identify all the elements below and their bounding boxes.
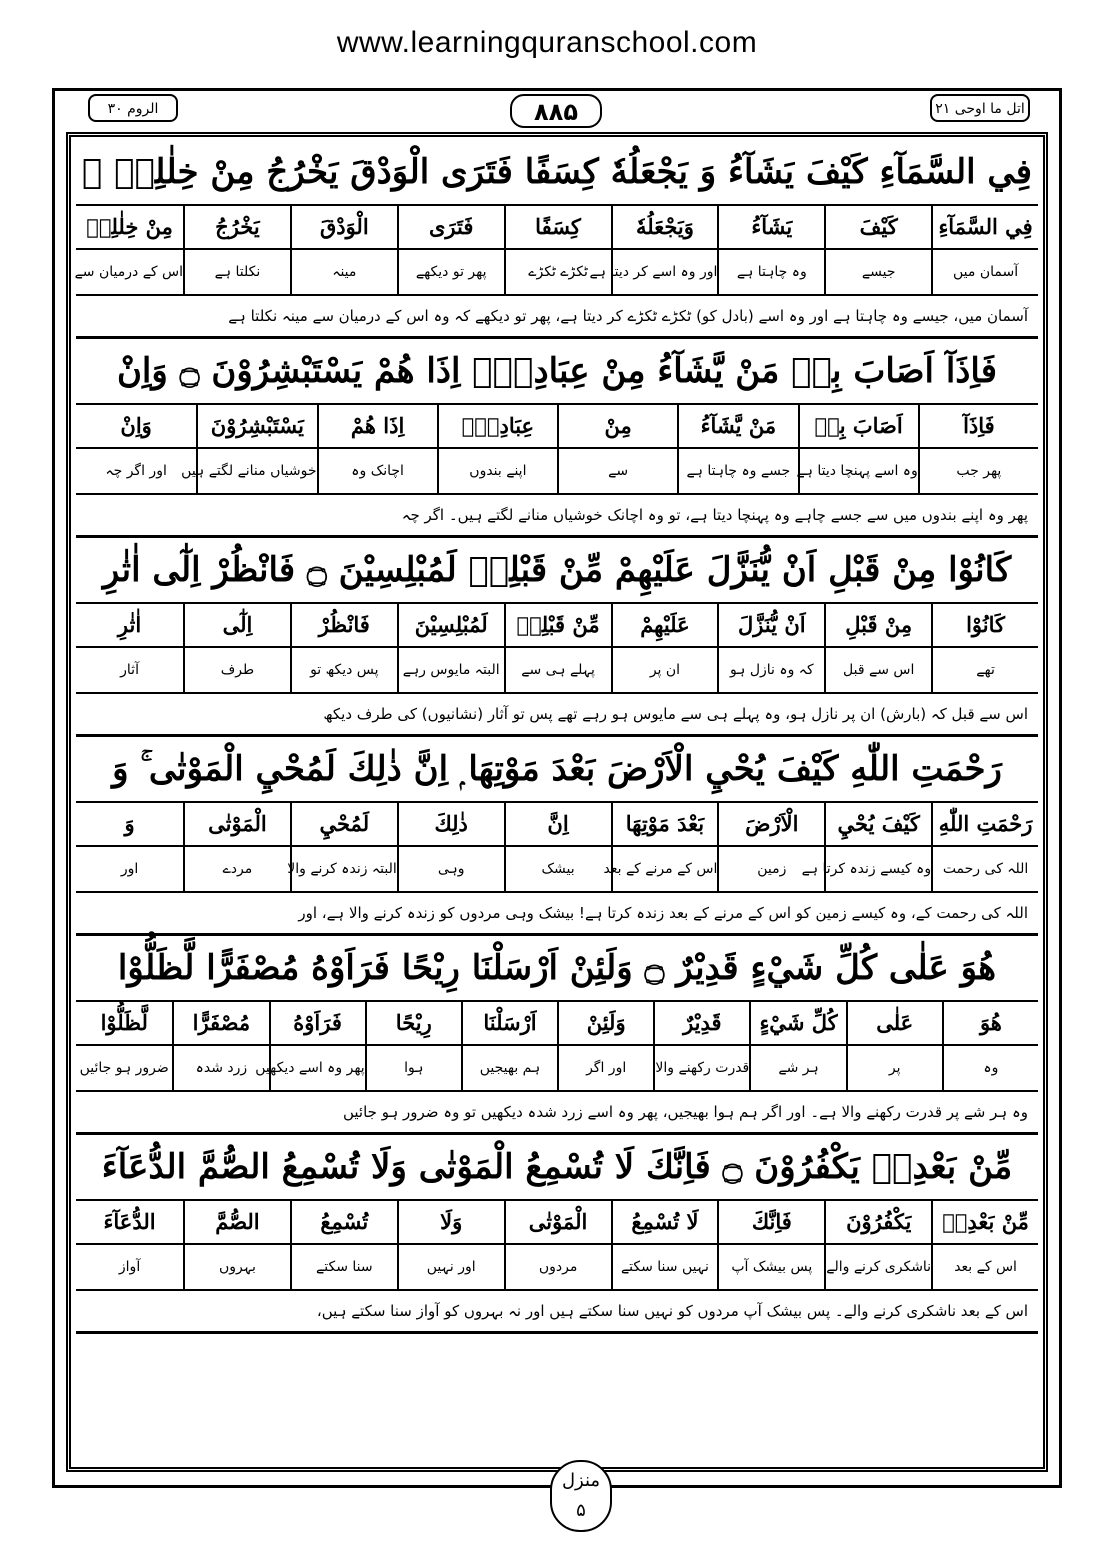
word-arabic: عِبَادِهٖٓ [437,405,557,447]
word-meaning: وہ [942,1046,1038,1090]
urdu-translation: اس کے بعد ناشکری کرنے والے۔ پس بیشک آپ مردوں کو نہیں سنا سکتے ہیں اور نہ بہروں کو آواز سنا سکتے ہیں، [76,1291,1038,1334]
word-arabic: اِنَّ [504,803,611,845]
word-row-arabic [76,1201,1038,1245]
verse-section [76,1135,1038,1334]
word-arabic: لَمُبْلِسِيْنَ [397,604,504,646]
word-meaning: البتہ زندہ کرنے والا [290,847,397,891]
word-arabic: مِنْ قَبْلِ [824,604,931,646]
word-arabic: اَصَابَ بِهٖ [798,405,918,447]
word-meaning: طرف [183,648,290,692]
word-meaning: اور اگر چہ [105,463,167,479]
arabic-verse-line: فَاِذَآ اَصَابَ بِهٖ مَنْ يَّشَآءُ مِنْ عِبَادِهٖٓ اِذَا هُمْ يَسْتَبْشِرُوْنَ ۝ وَاِنْ [76,339,1038,405]
word-arabic: وَيَجْعَلُهٗ [611,206,718,248]
urdu-translation: وہ ہر شے پر قدرت رکھنے والا ہے۔ اور اگر ہم ہوا بھیجیں، پھر وہ اسے زرد شدہ دیکھیں تو وہ ضرور ہو جائیں [76,1092,1038,1135]
word-meaning: بہروں [183,1245,290,1289]
word-arabic: كَانُوْا [931,604,1038,646]
word-arabic: كَيْفَ يُحْيِ [824,803,931,845]
word-row-arabic [76,604,1038,648]
urdu-translation: اللہ کی رحمت کے، وہ کیسے زمین کو اس کے مرنے کے بعد زندہ کرتا ہے! بیشک وہی مردوں کو زندہ کرنے والا ہے، اور [76,893,1038,936]
surah-label: الروم ۳۰ [88,94,178,122]
word-arabic: مَنْ يَّشَآءُ [677,405,797,447]
word-meaning: اور نہیں [397,1245,504,1289]
word-meaning: اللہ کی رحمت [931,847,1038,891]
word-meaning: پس دیکھ تو [290,648,397,692]
word-meaning: ہم بھیجیں [461,1046,557,1090]
urdu-translation: اس سے قبل کہ (بارش) ان پر نازل ہو، وہ پہلے ہی سے مایوس ہو رہے تھے پس تو آثار (نشانیوں) کی طرف دیکھ [76,694,1038,737]
word-arabic: اٰثٰرِ [117,612,142,637]
word-arabic: يَشَآءُ [717,206,824,248]
word-meaning: آثار [120,662,139,678]
word-arabic: مِنْ خِلٰلِهٖ [86,214,173,239]
word-meaning: اس کے درمیان سے [74,264,183,280]
word-arabic: فَرَاَوْهُ [269,1002,365,1044]
word-arabic: فَتَرَى [397,206,504,248]
word-meaning: ضرور ہو جائیں [79,1060,169,1076]
word-meaning: پھر وہ اسے دیکھیں [269,1046,365,1090]
word-meaning: ناشکری کرنے والے [824,1245,931,1289]
word-meaning: جیسے [824,250,931,294]
word-arabic: اِلٰٓى [183,604,290,646]
word-meaning: سے [557,449,677,493]
word-arabic: وَلَئِنْ [557,1002,653,1044]
word-meaning: وہی [397,847,504,891]
word-arabic: الْوَدْقَ [290,206,397,248]
word-meaning: مینہ [290,250,397,294]
word-meaning: اس کے مرنے کے بعد [611,847,718,891]
word-arabic: يَخْرُجُ [183,206,290,248]
arabic-verse-line: مِّنْ بَعْدِهٖ يَكْفُرُوْنَ ۝ فَاِنَّكَ لَا تُسْمِعُ الْمَوْتٰى وَلَا تُسْمِعُ الصُّمَّ الدُّعَآءَ [76,1135,1038,1201]
word-meaning: تھے [931,648,1038,692]
word-row-urdu [76,449,1038,495]
verse-section [76,737,1038,936]
word-meaning: اور [120,861,139,877]
word-arabic: وَلَا [397,1201,504,1243]
word-row-arabic [76,405,1038,449]
word-arabic: عَلٰى [846,1002,942,1044]
word-row-urdu [76,847,1038,893]
word-arabic: بَعْدَ مَوْتِهَا [611,803,718,845]
word-meaning: اچانک وہ [317,449,437,493]
word-row-urdu [76,648,1038,694]
word-arabic: وَاِنْ [120,413,152,438]
word-arabic: رِيْحًا [365,1002,461,1044]
word-meaning: اور اگر [557,1046,653,1090]
verse-section [76,936,1038,1135]
manzil-label: منزل [561,1470,601,1491]
word-row-urdu [76,1046,1038,1092]
word-arabic: الْمَوْتٰى [183,803,290,845]
verse-section [76,538,1038,737]
word-arabic: الْاَرْضَ [717,803,824,845]
word-meaning: وہ اسے پہنچا دیتا ہے [798,449,918,493]
word-arabic: يَسْتَبْشِرُوْنَ [196,405,316,447]
word-arabic: فَانْظُرْ [290,604,397,646]
word-meaning: وہ چاہتا ہے [717,250,824,294]
word-meaning: ہر شے [749,1046,845,1090]
para-label: اتل ما اوحی ۲۱ [930,94,1030,122]
word-meaning: آسمان میں [931,250,1038,294]
word-meaning: اس سے قبل [824,648,931,692]
word-row-urdu [76,1245,1038,1291]
urdu-translation: پھر وہ اپنے بندوں میں سے جسے چاہے وہ پہنچا دیتا ہے، تو وہ اچانک خوشیاں منانے لگتے ہیں۔ اگر چہ [76,495,1038,538]
verse-section [76,140,1038,339]
urdu-translation: آسمان میں، جیسے وہ چاہتا ہے اور وہ اسے (بادل کو) ٹکڑے ٹکڑے کر دیتا ہے، پھر تو دیکھے کہ وہ اس کے درمیان سے مینہ نکلتا ہے [76,296,1038,339]
word-arabic: رَحْمَتِ اللّٰهِ [931,803,1038,845]
word-arabic: اَنْ يُّنَزَّلَ [717,604,824,646]
word-meaning: اس کے بعد [931,1245,1038,1289]
word-meaning: زرد شدہ [172,1046,268,1090]
word-arabic: الْمَوْتٰى [504,1201,611,1243]
word-arabic: اِذَا هُمْ [317,405,437,447]
site-url: www.learningquranschool.com [336,26,758,59]
word-arabic: لَّظَلُّوْا [100,1010,148,1035]
word-arabic: اَرْسَلْنَا [461,1002,557,1044]
word-row-arabic [76,803,1038,847]
word-arabic: لَا تُسْمِعُ [611,1201,718,1243]
word-arabic: قَدِيْرٌ [653,1002,749,1044]
word-meaning: پس بیشک آپ [717,1245,824,1289]
word-arabic: يَكْفُرُوْنَ [824,1201,931,1243]
word-meaning: خوشیاں منانے لگتے ہیں [196,449,316,493]
arabic-verse-line: رَحْمَتِ اللّٰهِ كَيْفَ يُحْيِ الْاَرْضَ بَعْدَ مَوْتِهَا ۭ اِنَّ ذٰلِكَ لَمُحْيِ الْمَوْتٰى ۚ وَ [76,737,1038,803]
word-meaning: زمین [717,847,824,891]
word-row-urdu [76,250,1038,296]
word-arabic: كِسَفًا [504,206,611,248]
word-arabic: مُصْفَرًّا [172,1002,268,1044]
word-meaning: سنا سکتے [290,1245,397,1289]
word-meaning: ٹکڑے ٹکڑے [504,250,611,294]
word-row-arabic [76,206,1038,250]
word-arabic: فِي السَّمَآءِ [931,206,1038,248]
word-meaning: مردوں [504,1245,611,1289]
verse-section [76,339,1038,538]
manzil-badge [550,1460,612,1532]
word-meaning: وہ کیسے زندہ کرتا ہے [824,847,931,891]
word-meaning: ان پر [611,648,718,692]
word-meaning: پھر جب [918,449,1038,493]
word-meaning: پھر تو دیکھے [397,250,504,294]
word-arabic: ذٰلِكَ [397,803,504,845]
word-meaning: البتہ مایوس رہے [397,648,504,692]
word-meaning: نکلتا ہے [183,250,290,294]
word-arabic: مِّنْ بَعْدِهٖ [931,1201,1038,1243]
word-meaning: اور وہ اسے کر دیتا ہے [611,250,718,294]
verse-sections [76,140,1038,1334]
manzil-number: ۵ [576,1500,586,1521]
word-arabic: وَ [124,811,135,836]
arabic-verse-line: هُوَ عَلٰى كُلِّ شَيْءٍ قَدِيْرٌ ۝ وَلَئِنْ اَرْسَلْنَا رِيْحًا فَرَاَوْهُ مُصْفَرًّا لَّظَلُّوْا [76,936,1038,1002]
word-arabic: الدُّعَآءَ [103,1209,156,1234]
word-arabic: هُوَ [942,1002,1038,1044]
word-arabic: كُلِّ شَيْءٍ [749,1002,845,1044]
word-arabic: لَمُحْيِ [290,803,397,845]
word-meaning: بیشک [504,847,611,891]
word-meaning: پہلے ہی سے [504,648,611,692]
word-meaning: نہیں سنا سکتے [611,1245,718,1289]
page-number: ۸۸۵ [510,94,602,128]
word-meaning: کہ وہ نازل ہو [717,648,824,692]
arabic-verse-line: فِي السَّمَآءِ كَيْفَ يَشَآءُ وَ يَجْعَلُهٗ كِسَفًا فَتَرَى الْوَدْقَ يَخْرُجُ مِنْ خِلٰلِهٖ ۚ [76,140,1038,206]
word-meaning: جسے وہ چاہتا ہے [677,449,797,493]
arabic-verse-line: كَانُوْا مِنْ قَبْلِ اَنْ يُّنَزَّلَ عَلَيْهِمْ مِّنْ قَبْلِهٖ لَمُبْلِسِيْنَ ۝ فَانْظُرْ اِلٰٓى اٰثٰرِ [76,538,1038,604]
word-arabic: فَاِذَآ [918,405,1038,447]
word-arabic: فَاِنَّكَ [717,1201,824,1243]
word-arabic: مِنْ [557,405,677,447]
word-meaning: مردے [183,847,290,891]
word-meaning: قدرت رکھنے والا [653,1046,749,1090]
word-arabic: عَلَيْهِمْ [611,604,718,646]
word-row-arabic [76,1002,1038,1046]
word-meaning: اپنے بندوں [437,449,557,493]
word-arabic: تُسْمِعُ [290,1201,397,1243]
word-meaning: آواز [118,1259,141,1275]
word-meaning: ہوا [365,1046,461,1090]
word-meaning: پر [846,1046,942,1090]
word-arabic: مِّنْ قَبْلِهٖ [504,604,611,646]
word-arabic: كَيْفَ [824,206,931,248]
word-arabic: الصُّمَّ [183,1201,290,1243]
